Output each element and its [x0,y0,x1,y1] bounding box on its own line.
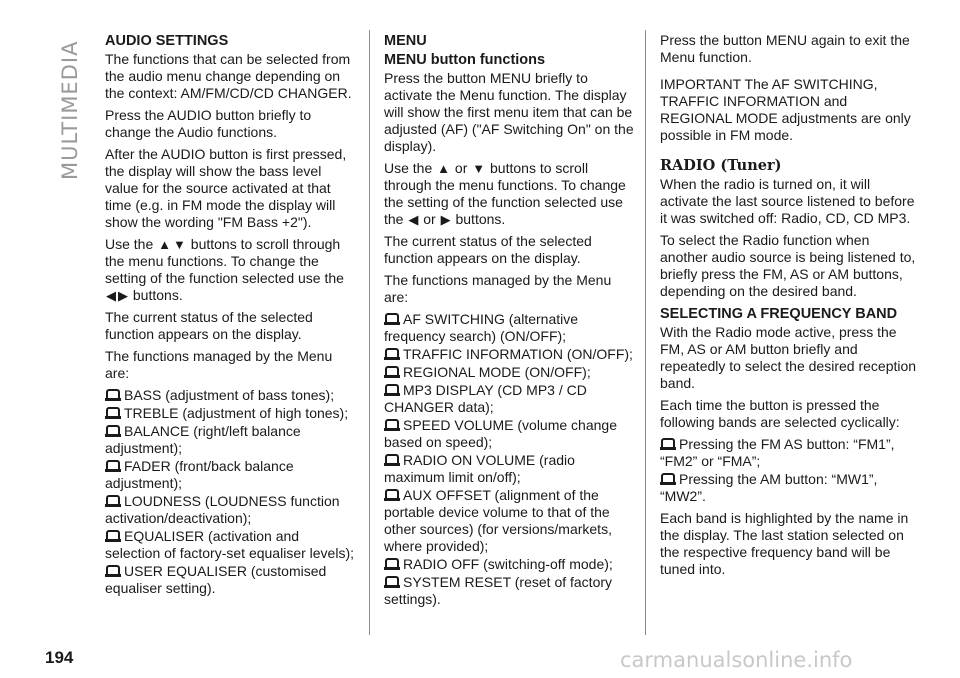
list-item: Pressing the FM AS button: “FM1”, “FM2” or “FMA”; [660,436,895,469]
watermark: carmanualsonline.info [620,648,853,672]
bullet-icon [384,576,400,588]
text: buttons. [132,287,183,303]
list-item: SPEED VOLUME (volume change based on speed); [384,417,617,450]
bullet-icon [105,565,121,577]
bullet-icon [384,313,400,325]
paragraph: The functions managed by the Menu are: [105,348,333,381]
text: Use the [105,236,154,252]
paragraph: With the Radio mode active, press the FM, AS or AM button briefly and repeatedly to select the desired reception band. [660,324,917,391]
bullet-icon [384,454,400,466]
list-item: BALANCE (right/left balance adjustment); [105,423,301,456]
bullet-icon [105,389,121,401]
paragraph: Press the button MENU briefly to activate the Menu function. The display will show the first menu item that can be adjusted (AF) ("AF Switching On" on the display). [384,70,634,154]
paragraph: Each time the button is pressed the following bands are selected cyclically: [660,397,900,430]
bullet-icon [660,438,676,450]
text: buttons to scroll through the menu functions. To change the setting of the function selected use the [105,236,344,286]
list-item: TREBLE (adjustment of high tones); [105,405,355,422]
menu-heading: MENU [384,33,427,49]
paragraph: Press the button MENU again to exit the Menu function. [660,32,910,65]
list-item: TRAFFIC INFORMATION (ON/OFF); [384,346,634,363]
bullet-icon [105,407,121,419]
text: or [423,211,436,227]
arrow-right-icon: ▶ [118,288,128,303]
list-item: BASS (adjustment of bass tones); [105,387,355,404]
column-audio-settings [105,32,355,598]
paragraph: After the AUDIO button is first pressed, the display will show the bass level value for the source activated at that time (e.g. in FM mode the display will show the wording "FM Bass +2"). [105,146,347,230]
bullet-icon [384,558,400,570]
paragraph: The current status of the selected function appears on the display. [105,309,313,342]
menu-functions-heading: MENU button functions [384,52,546,68]
bullet-icon [105,495,121,507]
bullet-icon [384,489,400,501]
list-item: SYSTEM RESET (reset of factory settings). [384,574,613,607]
paragraph-arrows [384,160,634,228]
arrow-left-icon: ◀ [408,212,419,227]
radio-tuner-heading: RADIO (Tuner) [660,157,782,174]
section-tab [58,30,80,180]
list-item: LOUDNESS (LOUDNESS function activation/deactivation); [105,493,340,526]
paragraph: Press the AUDIO button briefly to change the Audio functions. [105,107,312,140]
important-note: IMPORTANT The AF SWITCHING, TRAFFIC INFORMATION and REGIONAL MODE adjustments are only possible in FM mode. [660,76,911,143]
bullet-icon [660,473,676,485]
column-menu [384,32,634,609]
frequency-band-heading: SELECTING A FREQUENCY BAND [660,306,898,322]
column-divider [645,30,646,635]
list-item: MP3 DISPLAY (CD MP3 / CD CHANGER data); [384,382,587,415]
text: buttons. [455,211,506,227]
list-item: AF SWITCHING (alternative frequency search) (ON/OFF); [384,311,579,344]
bullet-icon [105,530,121,542]
text: or [454,160,468,176]
arrow-up-icon: ▲ [437,161,451,176]
bullet-icon [384,384,400,396]
paragraph: The functions managed by the Menu are: [384,272,612,305]
list-item: RADIO ON VOLUME (radio maximum limit on/off); [384,452,575,485]
bullet-icon [105,460,121,472]
paragraph-arrows [105,236,355,304]
arrow-down-icon: ▼ [173,237,186,252]
paragraph: When the radio is turned on, it will activate the last source listened to before it was switched off: Radio, CD, CD MP3. [660,176,915,226]
paragraph: The current status of the selected function appears on the display. [384,233,592,266]
bullet-icon [384,366,400,378]
audio-settings-heading: AUDIO SETTINGS [105,33,229,49]
arrow-right-icon: ▶ [440,212,451,227]
bullet-icon [105,425,121,437]
list-item: FADER (front/back balance adjustment); [105,458,294,491]
text: buttons to scroll through the menu functions. To change the setting of the function selected use the [384,160,626,227]
list-item: USER EQUALISER (customised equaliser setting). [105,563,327,596]
list-item: AUX OFFSET (alignment of the portable device volume to that of the other sources) (for versions/markets, where provided); [384,487,612,554]
list-item: EQUALISER (activation and selection of factory-set equaliser levels); [105,528,354,561]
arrow-left-icon: ◀ [106,288,116,303]
paragraph: Each band is highlighted by the name in the display. The last station selected on the respective frequency band will be tuned into. [660,510,909,577]
arrow-up-icon: ▲ [158,237,172,252]
section-tab-label: MULTIMEDIA [58,40,82,180]
list-item: Pressing the AM button: “MW1”, “MW2”. [660,471,878,504]
bullet-icon [384,348,400,360]
list-item: RADIO OFF (switching-off mode); [384,556,634,573]
text: Use the [384,160,433,176]
paragraph: To select the Radio function when another audio source is being listened to, briefly press the FM, AS or AM buttons, depending on the desired band. [660,232,916,299]
paragraph: The functions that can be selected from the audio menu change depending on the context: AM/FM/CD/CD CHANGER. [105,51,352,101]
column-radio [660,32,920,583]
page-number: 194 [45,648,74,667]
arrow-down-icon: ▼ [472,161,486,176]
column-divider [369,30,370,635]
bullet-icon [384,419,400,431]
list-item: REGIONAL MODE (ON/OFF); [384,364,634,381]
